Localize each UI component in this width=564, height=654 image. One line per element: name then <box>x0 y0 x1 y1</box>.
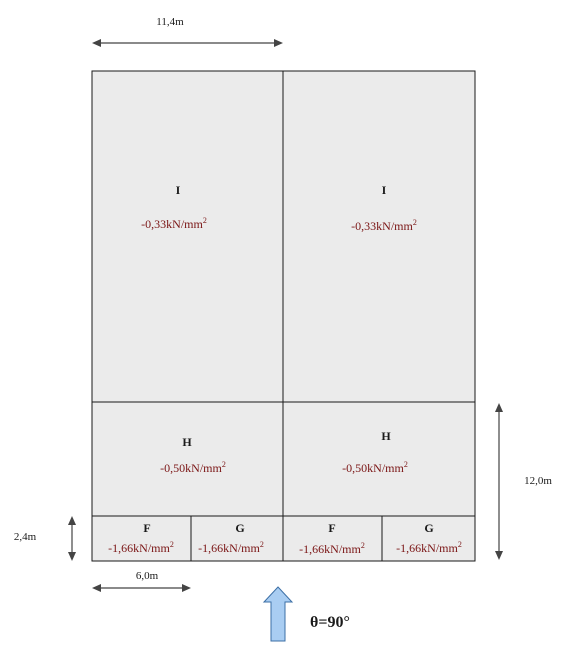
arrow-left-icon <box>92 584 101 592</box>
zone-i-left-pressure: $-0,33kN/mm^2$ <box>141 216 207 231</box>
arrow-right-icon <box>274 39 283 47</box>
zone-g-left-pressure: $-1,66kN/mm^2$ <box>198 540 264 555</box>
zone-g-right-letter: G <box>424 521 434 535</box>
dimension-bottom-width <box>92 570 191 592</box>
dimension-left-depth <box>14 516 76 561</box>
arrow-up-icon <box>68 516 76 525</box>
zone-i-left-letter: I <box>175 183 181 197</box>
zone-f-right-pressure: $-1,66kN/mm^2$ <box>299 541 365 556</box>
arrow-down-icon <box>68 552 76 561</box>
dimension-left-depth-label: 2,4m <box>13 531 37 543</box>
arrow-right-icon <box>182 584 191 592</box>
dimension-top-width-label: 11,4m <box>156 16 184 28</box>
zone-h-right-pressure: $-0,50kN/mm^2$ <box>342 460 408 475</box>
zone-h-left-pressure: $-0,50kN/mm^2$ <box>160 460 226 475</box>
zone-i-right-letter: I <box>381 183 387 197</box>
zone-g-left-letter: G <box>235 521 245 535</box>
dimension-right-height <box>495 403 552 560</box>
arrow-down-icon <box>495 551 503 560</box>
arrow-left-icon <box>92 39 101 47</box>
zone-i-right-rect <box>283 71 475 402</box>
zone-h-right-rect <box>283 402 475 516</box>
zone-h-left-letter: H <box>182 435 192 449</box>
zone-h-right-letter: H <box>381 429 391 443</box>
zone-f-left-pressure: $-1,66kN/mm^2$ <box>108 540 174 555</box>
zone-g-right-pressure: $-1,66kN/mm^2$ <box>396 540 462 555</box>
dimension-right-height-label: 12,0m <box>524 475 552 487</box>
zone-i-right-pressure: $-0,33kN/mm^2$ <box>351 218 417 233</box>
zone-f-right-letter: F <box>328 521 336 535</box>
dimension-top-width <box>92 16 283 47</box>
zone-h-left-rect <box>92 402 283 516</box>
wind-angle-label: θ=90° <box>310 614 350 631</box>
wind-direction-arrow-icon <box>264 587 292 641</box>
zone-f-left-letter: F <box>143 521 151 535</box>
dimension-bottom-width-label: 6,0m <box>135 570 159 582</box>
arrow-up-icon <box>495 403 503 412</box>
zone-i-left-rect <box>92 71 283 402</box>
